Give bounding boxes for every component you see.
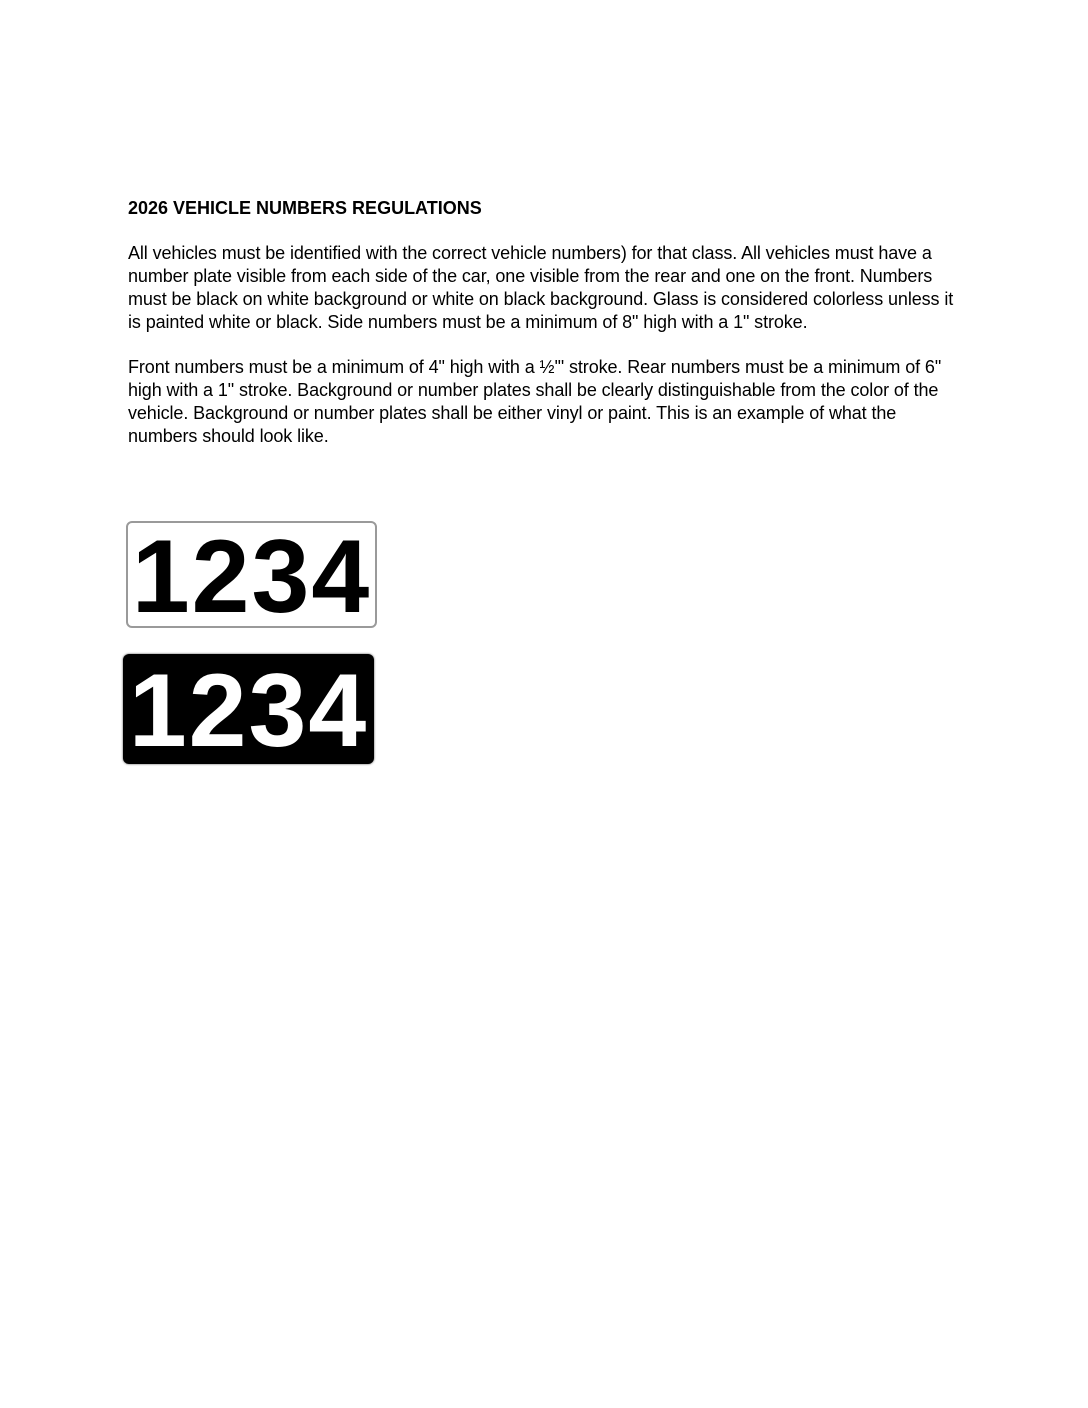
black-number-plate-example	[123, 653, 374, 769]
white-plate-number: 1234	[131, 518, 372, 635]
paragraph-front-rear-numbers: Front numbers must be a minimum of 4" high with a ½'" stroke. Rear numbers must be a minimum of 6" high with a 1" stroke. Background or number plates shall be clearly distinguishable from the color of the vehicle. Background or number plates shall be either vinyl or paint. This is an example of what the numbers should look like.	[128, 357, 942, 446]
document-title: 2026 VEHICLE NUMBERS REGULATIONS	[128, 198, 482, 218]
white-number-plate-example	[126, 518, 377, 635]
paragraph-side-numbers: All vehicles must be identified with the correct vehicle numbers) for that class. All vehicles must have a number plate visible from each side of the car, one visible from the rear and one on the front. Numbers must be black on white background or white on black background. Glass is considered colorless unless it is painted white or black. Side numbers must be a minimum of 8" high with a 1" stroke.	[128, 243, 954, 332]
black-plate-number: 1234	[128, 653, 369, 769]
document-body	[128, 196, 960, 470]
